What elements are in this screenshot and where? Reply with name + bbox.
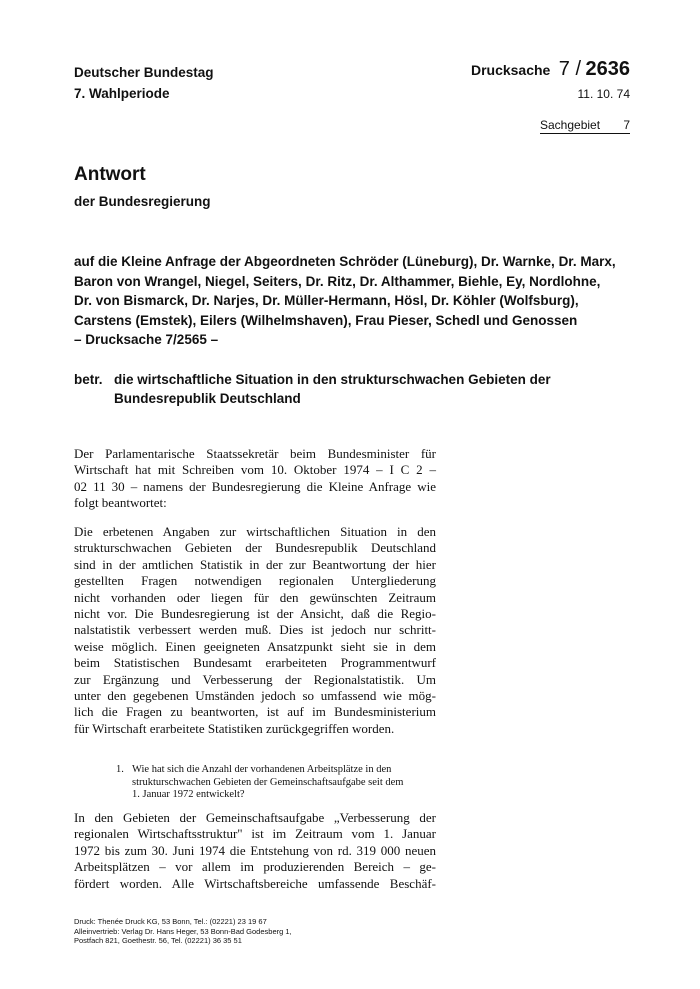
question-1 [116,764,436,802]
imprint-line: Postfach 821, Goethestr. 56, Tel. (02221) 36 35 51 [74,936,242,946]
paragraph-line: nicht vorhanden oder liegen für den gewünschten Zeitraum [74,589,436,605]
drucksache-date: 11. 10. 74 [577,87,630,101]
drucksache-label: Drucksache [470,62,551,78]
inquiry-line: Carstens (Emstek), Eilers (Wilhelmshaven), Frau Pieser, Schedl und Genossen [74,312,578,328]
inquiry-line: – Drucksache 7/2565 – [74,332,219,347]
drucksache-block [471,58,630,101]
paragraph-line: Wirtschaft hat mit Schreiben vom 10. Oktober 1974 – I C 2 – [74,462,436,478]
paragraph-line: folgt beantwortet: [74,495,167,511]
inquiry-reference [74,252,634,350]
paragraph-line: zur Ergänzung und Verbesserung der Regionalstatistik. Um [74,671,436,687]
paragraph-line: weise möglich. Einen geeigneten Ansatzpunkt sieht sie in dem [74,638,436,654]
printer-imprint [74,917,292,946]
drucksache-prefix: 7 / [558,58,582,80]
document-header [74,62,214,104]
inquiry-line: Baron von Wrangel, Niegel, Seiters, Dr. Ritz, Dr. Althammer, Biehle, Ey, Nordlohne, [74,273,601,289]
question-line: Wie hat sich die Anzahl der vorhandenen Arbeitsplätze in den [132,764,392,775]
question-line: 1. Januar 1972 entwickelt? [132,789,245,801]
paragraph-line: regionalen Wirtschaftsstruktur" ist im Zeitraum vom 1. Januar [74,826,436,842]
paragraph-line: nicht vor. Die Bundesregierung ist der Ansicht, daß die Regio- [74,606,436,622]
legislative-period: 7. Wahlperiode [74,86,170,101]
imprint-line: Druck: Thenée Druck KG, 53 Bonn, Tel.: (02221) 23 19 67 [74,917,267,926]
question-number: 1. [116,764,124,775]
intro-paragraph [74,446,436,512]
paragraph-line: 02 11 30 – namens der Bundesregierung die Kleine Anfrage wie [74,478,436,494]
paragraph-line: gestellten Fragen notwendigen regionalen Untergliederung [74,573,436,589]
drucksache-number-line [471,58,630,81]
subject-block [74,370,634,408]
subject-line: Bundesrepublik Deutschland [114,391,301,406]
answer-1-paragraph [74,810,436,892]
question-text [132,764,436,802]
document-title: Antwort [74,164,146,185]
paragraph-line: nalstatistik verbessert werden muß. Dies ist jedoch nur schritt- [74,622,436,638]
paragraph-line: lich die Fragen zu beantworten, ist auf im Bundesministerium [74,704,436,720]
paragraph-line: für Wirtschaft erarbeitete Statistiken zurückgegriffen worden. [74,720,395,736]
paragraph-line: Die erbetenen Angaben zur wirtschaftlichen Situation in den [74,524,436,539]
paragraph-line: sind in der amtlichen Statistik in der zur Beantwortung der hier [74,556,436,572]
inquiry-line: Dr. von Bismarck, Dr. Narjes, Dr. Müller-Hermann, Hösl, Dr. Köhler (Wolfsburg), [74,293,579,308]
answer-preamble-paragraph [74,524,436,737]
sachgebiet-label: Sachgebiet [540,118,601,132]
drucksache-number: 2636 [585,58,630,80]
paragraph-line: strukturschwachen Gebieten der Bundesrepublik Deutschland [74,540,436,556]
paragraph-line: beim Statistischen Bundesamt erarbeiteten Programmentwurf [74,655,436,671]
paragraph-line: In den Gebieten der Gemeinschaftsaufgabe „Verbesserung der [74,810,436,825]
paragraph-line: Arbeitsplätzen – vor allem im produzierenden Bereich – ge- [74,859,436,875]
question-line: strukturschwachen Gebieten der Gemeinschaftsaufgabe seit dem [132,776,404,788]
paragraph-line: unter den gegebenen Umständen jedoch so umfassend wie mög- [74,688,436,704]
sachgebiet-value: 7 [623,118,630,132]
inquiry-line: auf die Kleine Anfrage der Abgeordneten Schröder (Lüneburg), Dr. Warnke, Dr. Marx, [74,254,616,269]
subject-label: betr. [74,372,103,387]
paragraph-line: 1972 bis zum 30. Juni 1974 die Entstehung von rd. 319 000 neuen [74,842,436,858]
subject-line: die wirtschaftliche Situation in den strukturschwachen Gebieten der [114,372,551,387]
institution-name: Deutscher Bundestag [74,65,214,80]
sachgebiet [540,118,630,134]
paragraph-line: Der Parlamentarische Staatssekretär beim Bundesminister für [74,446,436,461]
subject-text [114,370,634,408]
document-subtitle: der Bundesregierung [74,194,211,209]
imprint-line: Alleinvertrieb: Verlag Dr. Hans Heger, 53 Bonn-Bad Godesberg 1, [74,926,292,936]
paragraph-line: fördert worden. Alle Wirtschaftsbereiche umfassende Beschäf- [74,875,436,891]
